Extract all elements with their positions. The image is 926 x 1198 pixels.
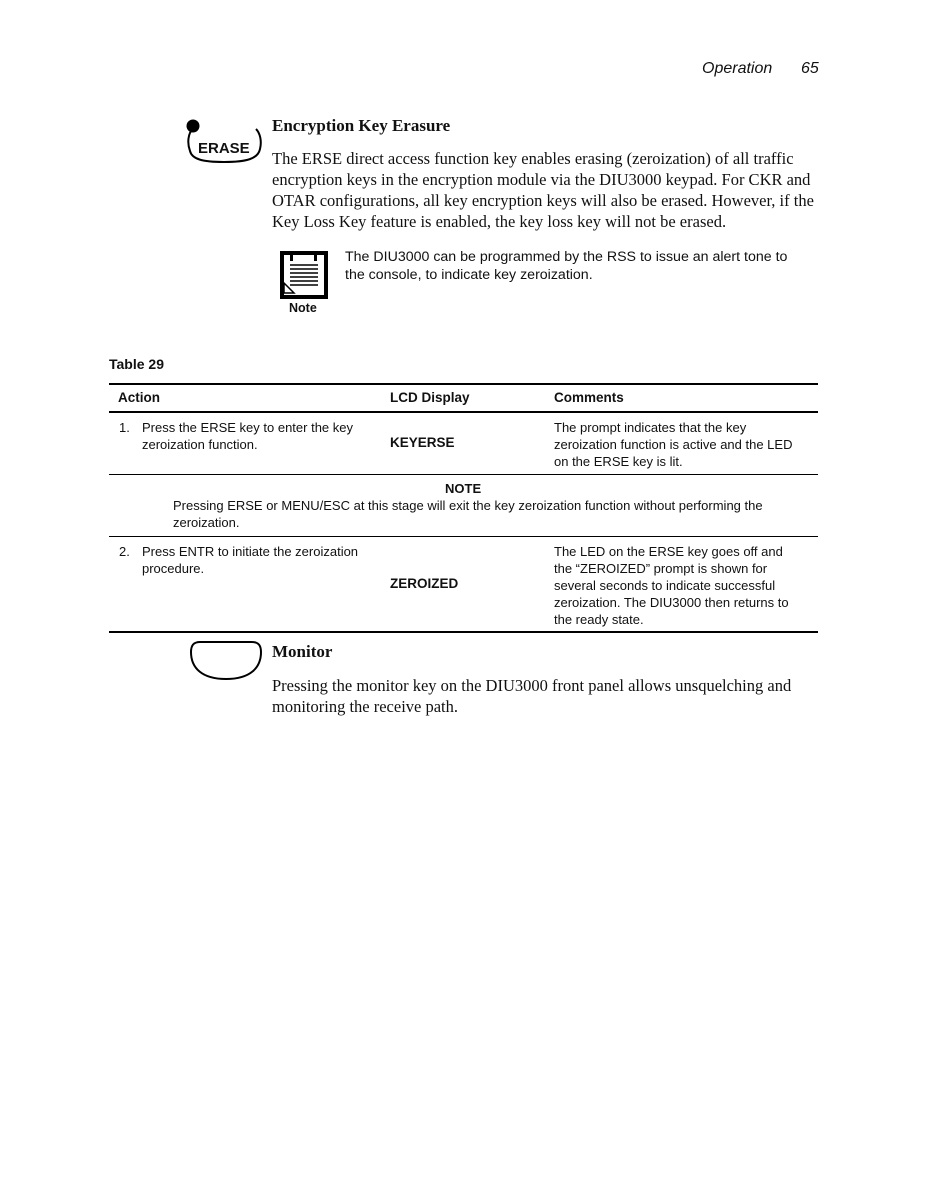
table-note-line: zeroization. [173,515,240,530]
action-line: zeroization function. [142,437,258,452]
row-1-comments [554,419,816,470]
paragraph-line: encryption keys in the encryption module via the DIU3000 keypad. For CKR and [272,170,811,189]
comment-line: several seconds to indicate successful [554,578,776,593]
row-1-lcd-display: KEYERSE [390,435,455,450]
paragraph-line: monitoring the receive path. [272,697,459,716]
paragraph-line: Pressing the monitor key on the DIU3000 front panel allows unsquelching and [272,676,792,695]
note-line: The DIU3000 can be programmed by the RSS to issue an alert tone to [345,249,788,265]
table-note-heading: NOTE [445,481,482,496]
column-header-comments: Comments [554,390,624,405]
row-2-action [142,543,382,577]
comment-line: the ready state. [554,612,644,627]
table-note-line: Pressing ERSE or MENU/ESC at this stage will exit the key zeroization function without performing the [173,498,763,513]
paragraph-line: The ERSE direct access function key enables erasing (zeroization) of all traffic [272,149,794,168]
erasure-paragraph [272,148,832,232]
table-note-rule [109,536,818,537]
row-1-action [142,419,382,453]
comment-line: zeroization function is active and the LED [554,437,793,452]
comment-line: zeroization. The DIU3000 then returns to [554,595,789,610]
comment-line: The prompt indicates that the key [554,420,747,435]
paragraph-line: Key Loss Key feature is enabled, the key loss key will not be erased. [272,212,727,231]
row-1-number: 1. [119,420,130,435]
action-line: Press the ERSE key to enter the key [142,420,353,435]
paragraph-line: OTAR configurations, all key encryption keys will also be erased. However, if the [272,191,814,210]
table-bottom-rule [109,631,818,633]
note-icon [278,250,330,302]
column-header-action: Action [118,390,160,405]
table-top-rule [109,383,818,385]
action-line: procedure. [142,561,205,576]
comment-line: the “ZEROIZED” prompt is shown for [554,561,768,576]
page-number: 65 [801,60,819,77]
comment-line: on the ERSE key is lit. [554,454,683,469]
table-note-text [173,497,813,531]
row-2-comments [554,543,816,628]
row-2-number: 2. [119,544,130,559]
table-header-rule [109,411,818,413]
note-text [345,248,825,284]
note-label: Note [289,301,317,315]
section-title-monitor: Monitor [272,642,333,661]
table-caption: Table 29 [109,356,164,372]
section-title-erasure: Encryption Key Erasure [272,116,451,135]
note-line: the console, to indicate key zeroization. [345,267,593,283]
column-header-lcd: LCD Display [390,390,470,405]
action-line: Press ENTR to initiate the zeroization [142,544,359,559]
monitor-key-icon [186,638,266,684]
row-2-lcd-display: ZEROIZED [390,576,459,591]
row-1-rule [109,474,818,475]
running-header-section: Operation [702,60,773,77]
monitor-paragraph [272,675,832,717]
erase-key-label: ERASE [198,140,250,157]
comment-line: The LED on the ERSE key goes off and [554,544,783,559]
